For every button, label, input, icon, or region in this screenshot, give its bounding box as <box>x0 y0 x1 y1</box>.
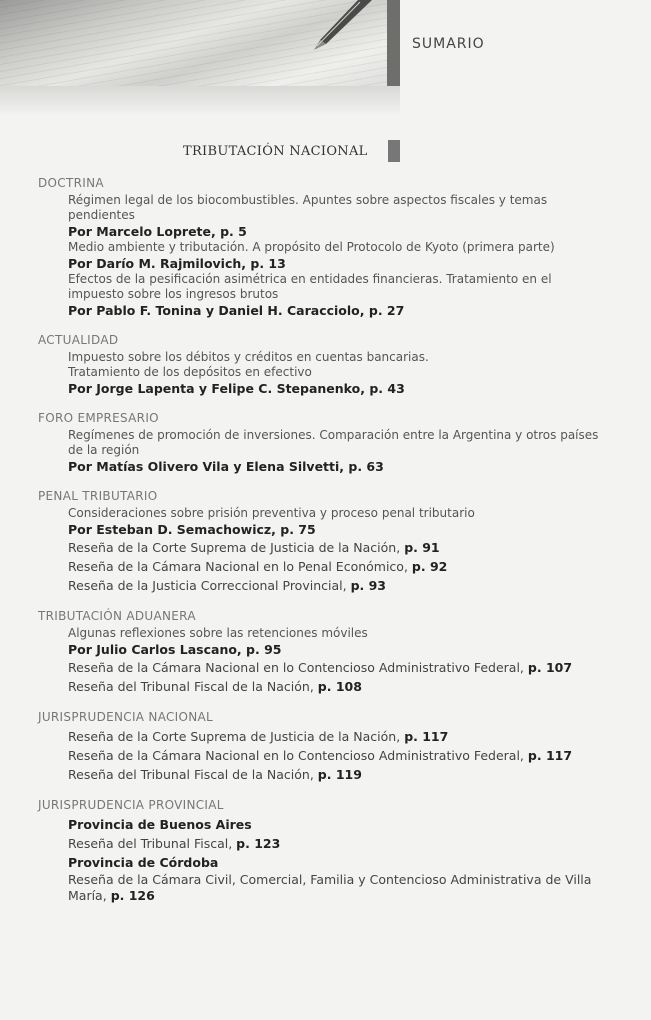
article-title: Consideraciones sobre prisión preventiva y proceso penal tributario <box>68 506 475 520</box>
article-author: Por Jorge Lapenta y Felipe C. Stepanenko, p. 43 <box>68 381 405 396</box>
header-accent-bar <box>387 0 400 86</box>
resena-item[interactable]: Reseña de la Justicia Correccional Provincial, p. 93 <box>68 578 387 593</box>
resena-item[interactable]: Reseña de la Cámara Nacional en lo Contencioso Administrativo Federal, p. 117 <box>68 748 573 763</box>
list-item[interactable] <box>68 193 608 240</box>
article-title: Régimen legal de los biocombustibles. Apuntes sobre aspectos fiscales y temas pendientes <box>68 193 548 222</box>
article-title-line: Impuesto sobre los débitos y créditos en cuentas bancarias. <box>68 350 429 364</box>
list-item[interactable] <box>68 240 608 272</box>
article-author: Por Julio Carlos Lascano, p. 95 <box>68 642 282 657</box>
category-doctrina: DOCTRINA <box>38 176 104 190</box>
article-author: Por Darío M. Rajmilovich, p. 13 <box>68 256 286 271</box>
article-title: Efectos de la pesificación asimétrica en entidades financieras. Tratamiento en el impuesto sobre los ingresos brutos <box>68 272 552 301</box>
article-author: Por Marcelo Loprete, p. 5 <box>68 224 247 239</box>
resena-item[interactable]: Reseña del Tribunal Fiscal, p. 123 <box>68 836 281 851</box>
resena-item[interactable]: Reseña de la Corte Suprema de Justicia de la Nación, p. 91 <box>68 540 440 555</box>
list-item[interactable] <box>68 428 608 475</box>
category-actualidad: ACTUALIDAD <box>38 333 119 347</box>
list-item[interactable] <box>68 350 608 397</box>
resena-item[interactable]: Reseña del Tribunal Fiscal de la Nación, p. 108 <box>68 679 362 694</box>
article-title: Medio ambiente y tributación. A propósito del Protocolo de Kyoto (primera parte) <box>68 240 555 254</box>
article-title: Regímenes de promoción de inversiones. Comparación entre la Argentina y otros países de la región <box>68 428 599 457</box>
category-jurisprudencia-nacional: JURISPRUDENCIA NACIONAL <box>38 710 214 724</box>
resena-item[interactable]: Reseña del Tribunal Fiscal de la Nación, p. 119 <box>68 767 362 782</box>
article-title-line: Tratamiento de los depósitos en efectivo <box>68 365 312 379</box>
category-jurisprudencia-provincial: JURISPRUDENCIA PROVINCIAL <box>38 798 224 812</box>
list-item[interactable] <box>68 506 608 538</box>
province-heading: Provincia de Buenos Aires <box>68 817 252 832</box>
resena-item[interactable]: Reseña de la Cámara Nacional en lo Penal Económico, p. 92 <box>68 559 448 574</box>
page-header-label: SUMARIO <box>412 36 485 52</box>
fountain-pen-icon <box>300 0 380 50</box>
category-tributacion-aduanera: TRIBUTACIÓN ADUANERA <box>38 609 196 623</box>
article-author: Por Esteban D. Semachowicz, p. 75 <box>68 522 316 537</box>
article-title: Algunas reflexiones sobre las retenciones móviles <box>68 626 368 640</box>
list-item[interactable] <box>68 626 608 658</box>
header-photo <box>0 0 400 86</box>
list-item[interactable] <box>68 272 608 319</box>
resena-item[interactable]: Reseña de la Cámara Nacional en lo Contencioso Administrativo Federal, p. 107 <box>68 660 573 675</box>
province-heading: Provincia de Córdoba <box>68 855 219 870</box>
article-author: Por Matías Olivero Vila y Elena Silvetti, p. 63 <box>68 459 384 474</box>
table-of-contents <box>38 176 608 904</box>
section-marker <box>388 140 400 162</box>
category-penal-tributario: PENAL TRIBUTARIO <box>38 489 158 503</box>
article-author: Por Pablo F. Tonina y Daniel H. Caracciolo, p. 27 <box>68 303 405 318</box>
section-title: TRIBUTACIÓN NACIONAL <box>183 144 368 159</box>
category-foro-empresario: FORO EMPRESARIO <box>38 411 159 425</box>
resena-item[interactable]: Reseña de la Corte Suprema de Justicia de la Nación, p. 117 <box>68 729 449 744</box>
resena-item[interactable]: Reseña de la Cámara Civil, Comercial, Familia y Contencioso Administrativa de Villa María, p. 126 <box>68 872 592 903</box>
